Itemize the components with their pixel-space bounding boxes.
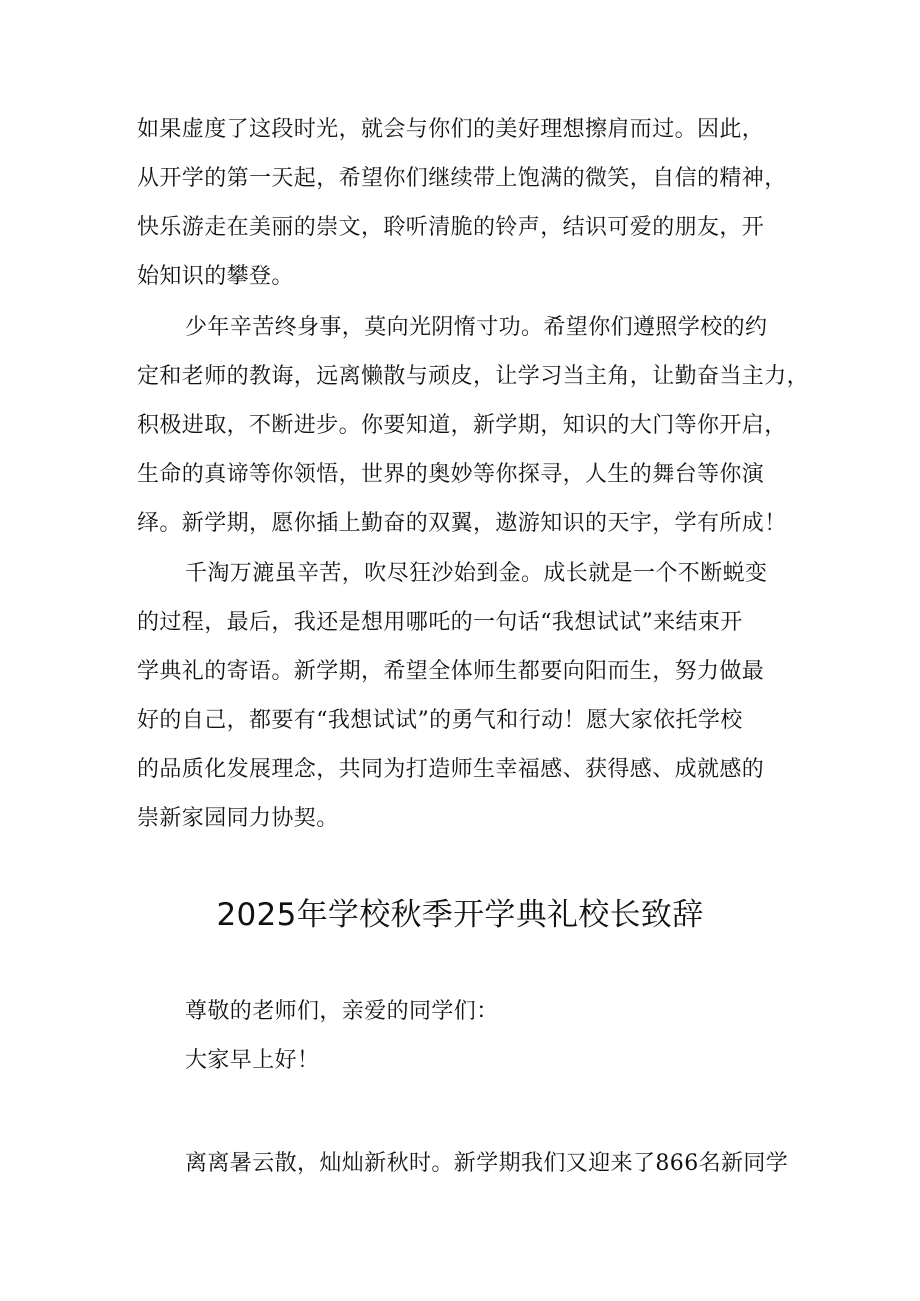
paragraph-line: 好的自己，都要有“我想试试”的勇气和行动！愿大家依托学校 bbox=[137, 708, 743, 733]
paragraph-new-term bbox=[137, 1139, 797, 1188]
paragraph-line: 的品质化发展理念，共同为打造师生幸福感、获得感、成就感的 bbox=[137, 757, 765, 782]
paragraph-line: 的过程，最后，我还是想用哪吒的一句话“我想试试”来结束开 bbox=[137, 610, 743, 635]
salutation: 尊敬的老师们，亲爱的同学们： bbox=[185, 999, 499, 1024]
document-title: 2025年学校秋季开学典礼校长致辞 bbox=[216, 897, 704, 933]
paragraph-line: 从开学的第一天起，希望你们继续带上饱满的微笑，自信的精神， bbox=[137, 166, 787, 191]
paragraph-hard-work bbox=[137, 303, 810, 548]
paragraph-line: 定和老师的教诲，远离懒散与顽皮，让学习当主角，让勤奋当主力， bbox=[137, 364, 810, 389]
salutation-block bbox=[137, 987, 797, 1085]
paragraph-line: 绎。新学期，愿你插上勤奋的双翼，遨游知识的天宇，学有所成！ bbox=[137, 511, 787, 536]
paragraph-line: 积极进取，不断进步。你要知道，新学期，知识的大门等你开启， bbox=[137, 413, 787, 438]
paragraph-line: 崇新家园同力协契。 bbox=[137, 806, 339, 831]
paragraph-line: 学典礼的寄语。新学期，希望全体师生都要向阳而生，努力做最 bbox=[137, 659, 765, 684]
intro-paragraph bbox=[137, 105, 797, 301]
paragraph-line: 快乐游走在美丽的崇文，聆听清脆的铃声，结识可爱的朋友，开 bbox=[137, 215, 765, 240]
paragraph-line: 少年辛苦终身事，莫向光阴惰寸功。希望你们遵照学校的约 bbox=[185, 315, 768, 340]
paragraph-growth bbox=[137, 549, 797, 843]
paragraph-line: 离离暑云散，灿灿新秋时。新学期我们又迎来了866名新同学 bbox=[185, 1151, 789, 1176]
paragraph-line: 始知识的攀登。 bbox=[137, 264, 294, 289]
paragraph-line: 生命的真谛等你领悟，世界的奥妙等你探寻，人生的舞台等你演 bbox=[137, 462, 765, 487]
greeting: 大家早上好！ bbox=[185, 1048, 320, 1073]
paragraph-line: 如果虚度了这段时光，就会与你们的美好理想擦肩而过。因此， bbox=[137, 117, 765, 142]
paragraph-line: 千淘万漉虽辛苦，吹尽狂沙始到金。成长就是一个不断蜕变 bbox=[185, 561, 768, 586]
